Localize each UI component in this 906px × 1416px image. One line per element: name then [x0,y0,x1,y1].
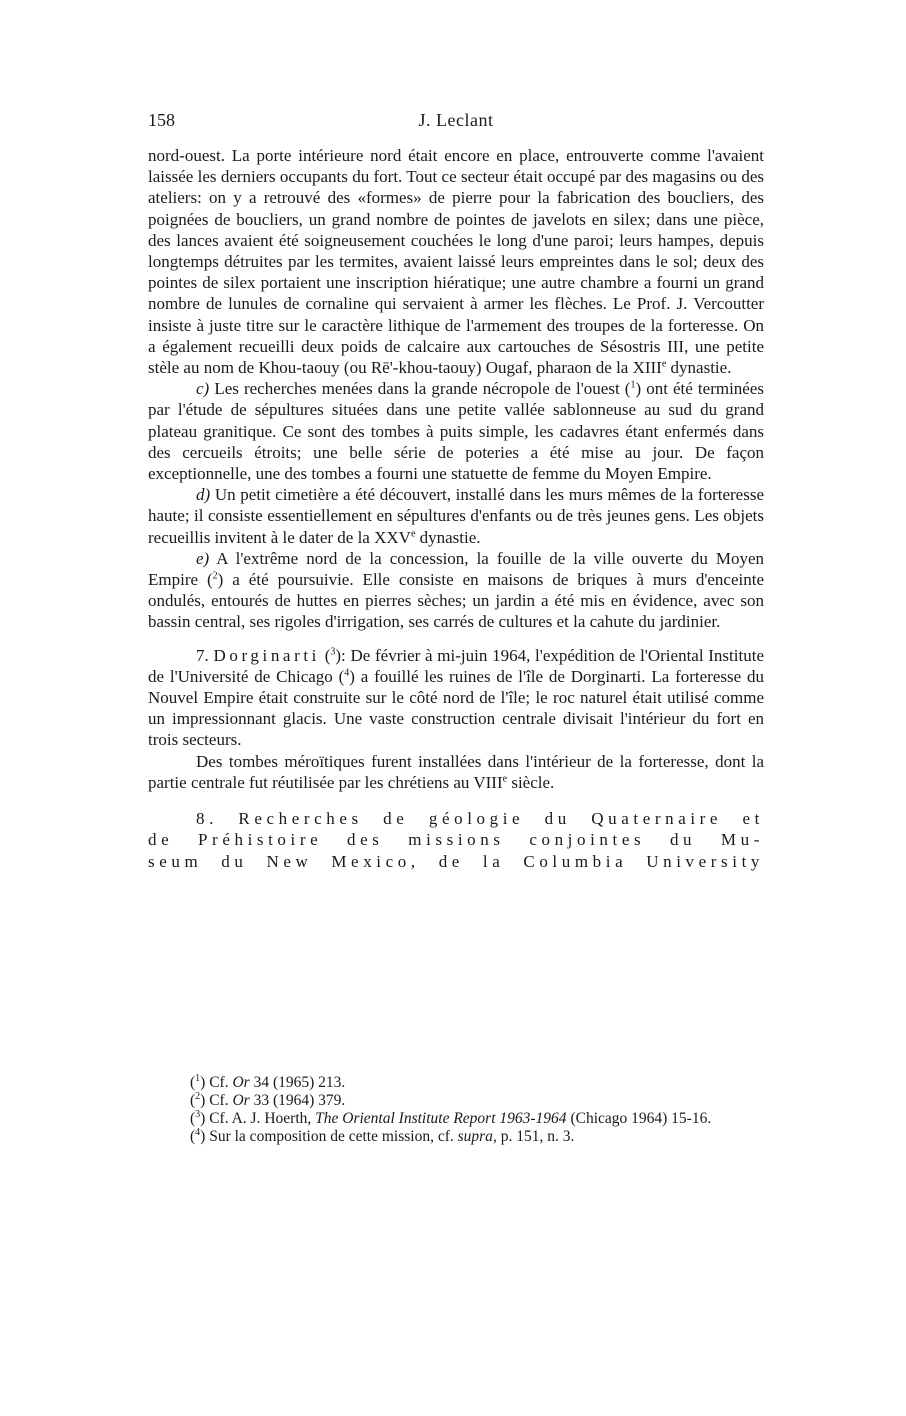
section-7-paragraph: 7. Dorginarti ($^3$): De février à mi-juin 1964, l'expédition de l'Oriental Institute de l'Université de Chicago ($^4$) a fouillé les ruines de l'île de Dorginarti. La forteresse du Nouvel Empire était construite sur le côté nord de l'île; le roc naturel était utilisé comme un impressionnant glacis. Une vaste construction centrale divisait l'intérieur du fort en trois secteurs. [148,645,764,750]
running-title: J. Leclant [418,110,494,130]
section-8-heading [148,808,764,872]
footnote-4: ($^4$) Sur la composition de cette mission, cf. supra, p. 151, n. 3. [190,1126,575,1145]
section-7-title: Dorginarti [213,645,320,665]
paragraph-continuation: nord-ouest. La porte intérieure nord était encore en place, entrouverte comme l'avaient laissée les derniers occupants du fort. Tout ce secteur était occupé par des magasins ou des ateliers: on y a retrouvé des «formes» de pierre pour la fabrication des boucliers, des poignées de boucliers, un grand nombre de pointes de javelots en silex; dans une pièce, des lances avaient été soigneusement couchées le long d'une paroi; leurs hampes, depuis longtemps détruites par les termites, avaient laissé leurs empreintes dans le sol; deux des pointes de silex portaient une inscription hiératique; une autre chambre a fourni un grand nombre de lunules de cornaline qui servaient à armer les flèches. Le Prof. J. Vercoutter insiste à juste titre sur le caractère lithique de l'armement des troupes de la forteresse. On a également recueilli deux poids de calcaire aux cartouches de Sésostris III, une petite stèle au nom de Khou-taouy (ou Rē'-khou-taouy) Ougaf, pharaon de la XIIIe dynastie. [148,146,764,378]
item-label-c: c) [196,379,210,399]
main-text [148,145,764,872]
paragraph-c: c) Les recherches menées dans la grande nécropole de l'ouest ($^1$) ont été terminées par l'étude de sépultures situées dans une petite vallée sablonneuse au sud du grand plateau granitique. Ce sont des tombes à puits simple, les cadavres étant enfermés dans des cercueils étroits; une belle série de poteries a été mise au jour. De façon exceptionnelle, une des tombes a fourni une statuette de femme du Moyen Empire. [148,379,765,484]
item-label-d: d) [196,485,211,505]
page-header [148,110,764,140]
footnote-ref-4[interactable]: 4 [344,667,350,679]
paragraph-d: d) Un petit cimetière a été découvert, installé dans les murs mêmes de la forteresse haute; il consiste essentiellement en sépultures d'enfants ou de très jeunes gens. Les objets recueillis invitent à le dater de la XXVe dynastie. [148,485,764,547]
footnote-3: ($^3$) Cf. A. J. Hoerth, The Oriental Institute Report 1963-1964 (Chicago 1964) 15-16. [190,1108,712,1127]
footnote-1: ($^1$) Cf. Or 34 (1965) 213. [190,1072,346,1091]
section-7-number: 7. [196,645,214,665]
section-8-heading-line-3: seum du New Mexico, de la Columbia University [148,851,764,871]
paragraph-e: e) A l'extrême nord de la concession, la fouille de la ville ouverte du Moyen Empire ($^2$) a été poursuivie. Elle consiste en maisons de briques à murs d'enceinte ondulés, entourés de huttes en pierres sèches; un jardin a été mis en évidence, avec son bassin central, ses rigoles d'irrigation, ses carrés de cultures et la cahute du jardinier. [148,548,765,632]
footnote-ref-2[interactable]: 2 [212,570,218,582]
footnote-2: ($^2$) Cf. Or 33 (1964) 379. [190,1090,346,1109]
section-8-heading-line-1: 8. Recherches de géologie du Quaternaire et [196,809,764,829]
footnote-ref-1[interactable]: 1 [630,379,636,391]
section-8-heading-line-2: de Préhistoire des missions conjointes du Mu- [148,830,764,850]
footnote-ref-3[interactable]: 3 [330,646,336,658]
item-label-e: e) [196,548,210,568]
section-7-paragraph-2: Des tombes méroïtiques furent installées dans l'intérieur de la forteresse, dont la partie centrale fut réutilisée par les chrétiens au VIIIe siècle. [148,751,764,792]
page-number: 158 [148,110,175,130]
footnotes [148,1074,764,1146]
